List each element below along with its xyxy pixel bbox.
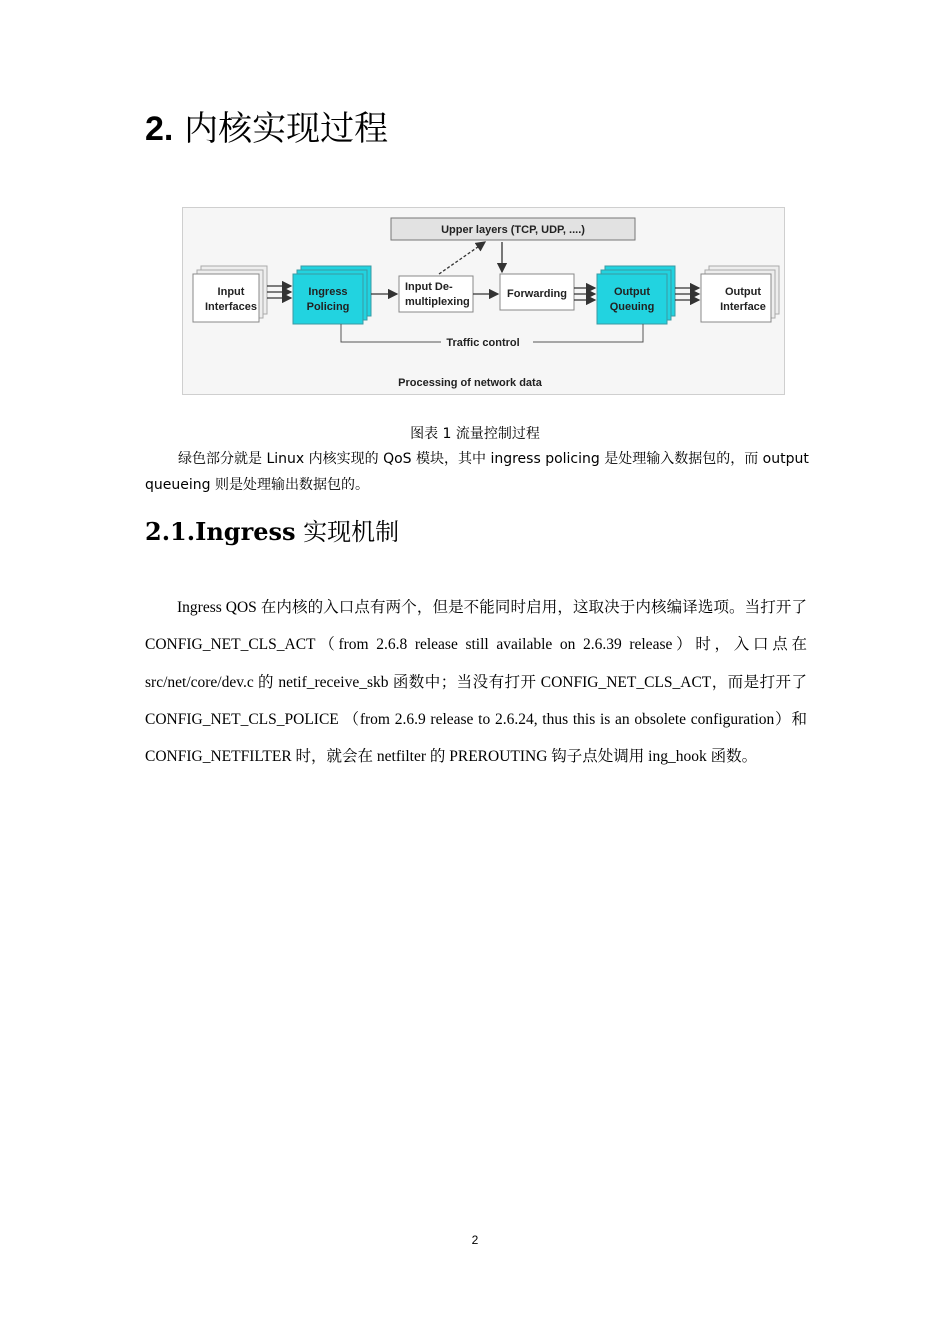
ingress-policing-line2: Policing <box>306 301 350 313</box>
output-interface-box <box>701 266 779 322</box>
input-interfaces-line2: Interfaces <box>205 301 257 313</box>
diagram-footer: Processing of network data <box>398 377 542 389</box>
output-interface-line2: Interface <box>720 301 766 313</box>
body-text <box>145 589 807 775</box>
input-demultiplexing-box <box>399 276 473 312</box>
page-number: 2 <box>471 1233 479 1247</box>
forwarding-label: Forwarding <box>507 288 567 300</box>
input-demux-line1: Input De- <box>405 281 453 293</box>
body-paragraph: Ingress QOS 在内核的入口点有两个，但是不能同时启用，这取决于内核编译选项。当打开了 CONFIG_NET_CLS_ACT（from 2.6.8 release still available on 2.6.39 release）时，入口点在 src/net/core/dev.c 的 netif_receive_skb 函数中；当没有打开 CONFIG_NET_CLS_ACT，而是打开了 CONFIG_NET_CLS_POLICE （from 2.6.9 release to 2.6.24, thus this is an obsolete configuration）和 CONFIG_NETFILTER 时，就会在 netfilter 的 PREROUTING 钩子点处调用 ing_hook 函数。 <box>145 599 807 766</box>
subsection-title-bold: Ingress <box>195 517 296 546</box>
output-interface-line1: Output <box>724 286 762 298</box>
traffic-control-diagram <box>182 207 785 395</box>
output-queuing-line1: Output <box>613 286 651 298</box>
subsection-title-rest: 实现机制 <box>295 518 400 546</box>
section-heading <box>145 104 388 154</box>
upper-layers-box <box>391 218 635 240</box>
input-demux-line2: multiplexing <box>405 296 470 308</box>
ingress-policing-line1: Ingress <box>308 286 348 298</box>
ingress-policing-box <box>293 266 371 324</box>
intro-paragraph: 绿色部分就是 Linux 内核实现的 QoS 模块，其中 ingress policing 是处理输入数据包的，而 output queueing 则是处理输出数据包的。 <box>145 451 809 493</box>
section-title: 内核实现过程 <box>184 109 389 149</box>
subsection-heading <box>145 512 399 552</box>
input-interfaces-box <box>193 266 267 322</box>
section-number: 2. <box>145 110 174 148</box>
intro-text <box>145 446 809 498</box>
output-queuing-line2: Queuing <box>609 301 655 313</box>
traffic-control-label: Traffic control <box>446 337 520 349</box>
subsection-number: 2.1. <box>145 517 196 546</box>
traffic-control-bracket <box>341 324 643 349</box>
output-queuing-box <box>597 266 675 324</box>
figure-caption: 图表 1 流量控制过程 <box>410 426 540 442</box>
upper-layers-label: Upper layers (TCP, UDP, ....) <box>441 224 585 236</box>
input-interfaces-line1: Input <box>217 286 245 298</box>
forwarding-box <box>500 274 574 310</box>
